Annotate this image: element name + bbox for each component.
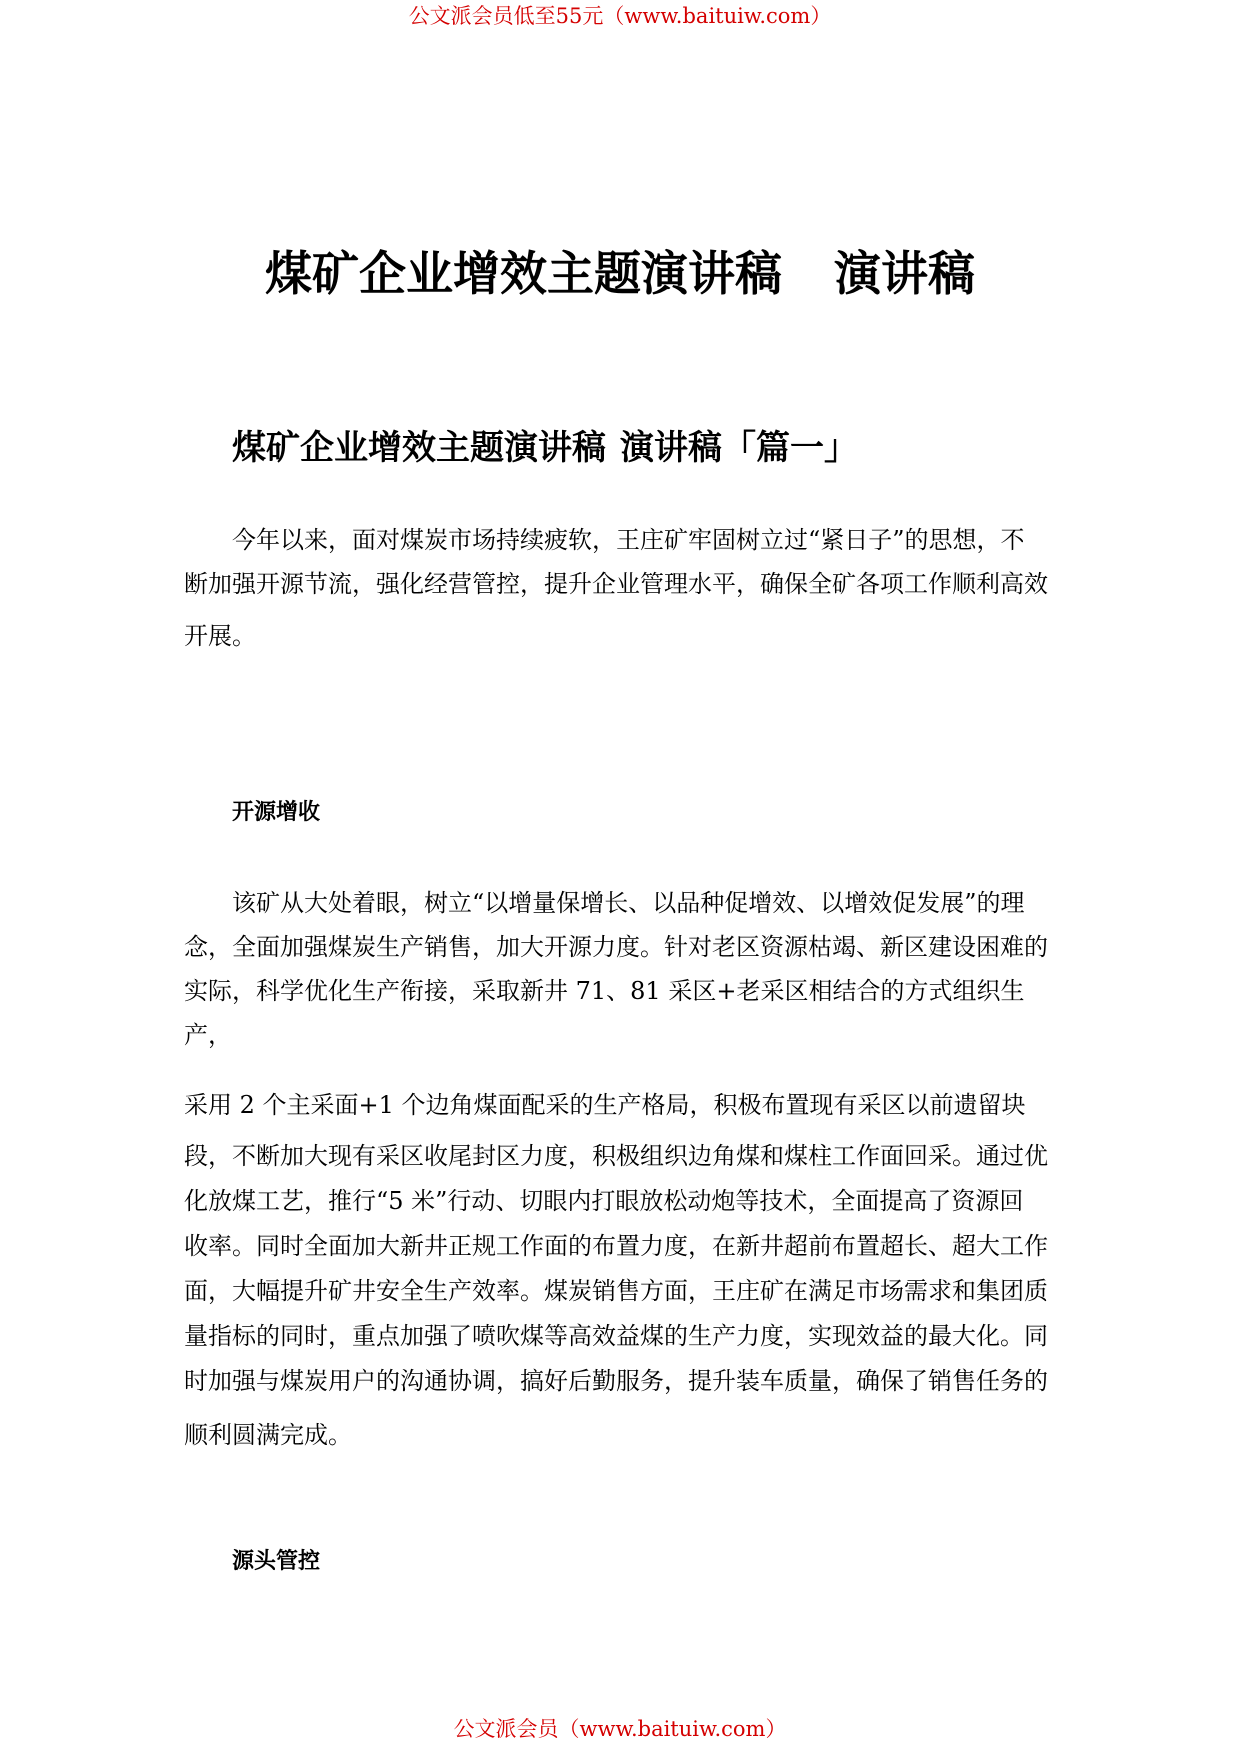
section-title (232, 425, 858, 471)
text-line: 量指标的同时，重点加强了喷吹煤等高效益煤的生产力度，实现效益的最大化。同 (184, 1322, 1048, 1350)
top-promo-banner: 公文派会员低至55元（www.baituiw.com） (408, 4, 832, 28)
text-line: 今年以来，面对煤炭市场持续疲软，王庄矿牢固树立过“紧日子”的思想，不 (232, 526, 1025, 554)
document-title (0, 243, 1240, 307)
document-title-main: 煤矿企业增效主题演讲稿 (265, 247, 782, 302)
text-line: 断加强开源节流，强化经营管控，提升企业管理水平，确保全矿各项工作顺利高效 (184, 570, 1048, 598)
text-line: 时加强与煤炭用户的沟通协调，搞好后勤服务，提升装车质量，确保了销售任务的 (184, 1367, 1048, 1395)
text-line: 采用 2 个主采面+1 个边角煤面配采的生产格局，积极布置现有采区以前遗留块 (184, 1091, 1026, 1119)
text-line: 念，全面加强煤炭生产销售，加大开源力度。针对老区资源枯竭、新区建设困难的 (184, 933, 1048, 961)
text-line: 收率。同时全面加大新井正规工作面的布置力度，在新井超前布置超长、超大工作 (184, 1232, 1048, 1260)
text-line: 产， (184, 1021, 232, 1049)
section-title-main: 煤矿企业增效主题演讲稿 (232, 428, 606, 468)
text-line: 段，不断加大现有采区收尾封区力度，积极组织边角煤和煤柱工作面回采。通过优 (184, 1142, 1048, 1170)
text-line: 面，大幅提升矿井安全生产效率。煤炭销售方面，王庄矿在满足市场需求和集团质 (184, 1277, 1048, 1305)
subheading-yuantou: 源头管控 (232, 1548, 321, 1574)
text-line: 实际，科学优化生产衔接，采取新井 71、81 采区+老采区相结合的方式组织生 (184, 977, 1025, 1005)
subheading-kaiyuan: 开源增收 (232, 799, 321, 825)
text-line: 化放煤工艺，推行“5 米”行动、切眼内打眼放松动炮等技术，全面提高了资源回 (184, 1187, 1024, 1215)
text-line: 该矿从大处着眼，树立“以增量保增长、以品种促增效、以增效促发展”的理 (232, 889, 1025, 917)
text-line: 开展。 (184, 622, 256, 650)
document-title-suffix: 演讲稿 (834, 247, 975, 302)
text-line: 顺利圆满完成。 (184, 1421, 352, 1449)
section-title-suffix: 演讲稿「篇一」 (620, 428, 858, 468)
bottom-promo-banner: 公文派会员（www.baituiw.com） (453, 1717, 787, 1741)
